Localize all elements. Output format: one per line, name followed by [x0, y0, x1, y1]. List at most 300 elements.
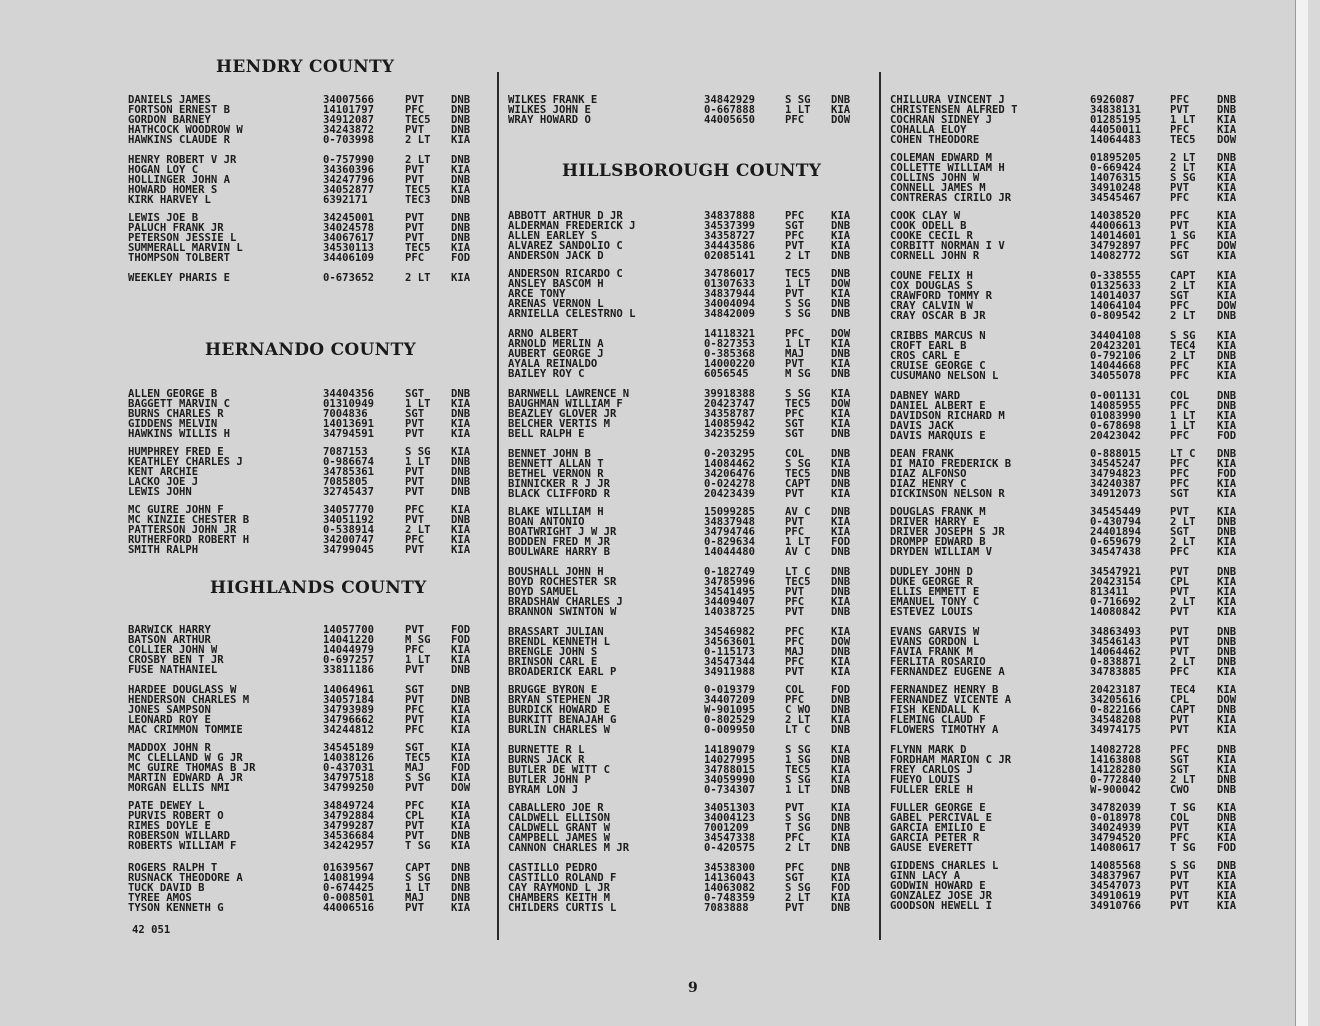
entry-serial-number: 34799250 [323, 781, 375, 794]
entry-name: HUMPHREY FRED E [128, 446, 224, 458]
roster-entry [890, 899, 1250, 912]
entry-name: BOYD SAMUEL [508, 585, 579, 598]
entry-status: DNB [831, 723, 851, 736]
entry-rank: S SG [405, 446, 431, 458]
entry-serial-number: 34055078 [1090, 369, 1142, 382]
entry-status: DNB [831, 841, 851, 854]
entry-name: CORNELL JOHN R [890, 249, 980, 262]
entry-status: KIA [1217, 457, 1237, 470]
entry-serial-number: 20423747 [704, 397, 756, 410]
entry-rank: 2 LT [1170, 349, 1196, 362]
entry-serial-number: 0-703998 [323, 133, 375, 146]
entry-name: FLOWERS TIMOTHY A [890, 723, 999, 736]
entry-group [890, 746, 1250, 795]
entry-rank: SGT [785, 871, 805, 884]
entry-status: DNB [1217, 811, 1237, 824]
entry-serial-number: 34240387 [1090, 477, 1142, 490]
entry-serial-number: 0-829634 [704, 535, 756, 548]
entry-status: DNB [831, 467, 851, 480]
entry-rank: S SG [785, 744, 811, 756]
entry-rank: PVT [405, 221, 425, 234]
entry-rank: 1 LT [785, 535, 811, 548]
entry-status: DNB [1217, 703, 1237, 716]
entry-name: DANIEL ALBERT E [890, 399, 986, 412]
entry-serial-number: 14064462 [1090, 645, 1142, 658]
entry-serial-number: 34794591 [323, 427, 375, 440]
entry-status: DNB [451, 193, 471, 206]
entry-status: DNB [451, 231, 471, 244]
entry-name: COLEMAN EDWARD M [890, 152, 993, 164]
entry-name: COCHRAN SIDNEY J [890, 113, 993, 126]
entry-name: ARNO ALBERT [508, 328, 579, 340]
entry-status: DNB [1217, 566, 1237, 578]
entry-rank: PVT [405, 819, 425, 832]
entry-rank: S SG [1170, 860, 1196, 872]
entry-status: DNB [831, 783, 851, 796]
entry-group [890, 154, 1250, 203]
entry-rank: PVT [1170, 605, 1190, 618]
entry-rank: TEC5 [785, 467, 811, 480]
entry-serial-number: 14044979 [323, 643, 375, 656]
roster-entry [508, 545, 868, 558]
entry-name: CHILLURA VINCENT J [890, 94, 1005, 106]
entry-rank: 1 LT [785, 277, 811, 290]
entry-name: HAWKINS CLAUDE R [128, 133, 231, 146]
entry-serial-number: 6392171 [323, 193, 368, 206]
entry-rank: PFC [785, 655, 805, 668]
entry-status: DNB [831, 566, 851, 578]
entry-group [128, 448, 488, 497]
entry-rank: PFC [785, 113, 805, 126]
entry-rank: S SG [785, 94, 811, 106]
entry-name: LEONARD ROY E [128, 713, 211, 726]
roster-entry [890, 249, 1250, 262]
entry-rank: COL [785, 684, 805, 696]
entry-name: GONZALEZ JOSE JR [890, 889, 993, 902]
entry-name: CALDWELL GRANT W [508, 821, 611, 834]
entry-status: KIA [451, 523, 471, 536]
entry-rank: SGT [405, 742, 425, 754]
entry-name: PALUCH FRANK JR [128, 221, 224, 234]
entry-status: FOD [831, 684, 851, 696]
roster-entry [508, 665, 868, 678]
entry-rank: PFC [785, 229, 805, 242]
entry-status: DNB [1217, 773, 1237, 786]
entry-status: DNB [831, 427, 851, 440]
entry-serial-number: 14189079 [704, 744, 756, 756]
entry-status: KIA [831, 239, 851, 252]
entry-name: FISH KENDALL K [890, 703, 980, 716]
entry-serial-number: 34547921 [1090, 566, 1142, 578]
entry-serial-number: 34911988 [704, 665, 756, 678]
entry-status: KIA [451, 272, 471, 284]
entry-group [890, 96, 1250, 145]
entry-status: DNB [831, 307, 851, 320]
entry-rank: 1 LT [785, 103, 811, 116]
entry-name: EVANS GORDON L [890, 635, 980, 648]
entry-serial-number: 0-018978 [1090, 811, 1142, 824]
entry-status: KIA [1217, 545, 1237, 558]
entry-rank: T SG [1170, 802, 1196, 814]
entry-status: DNB [831, 297, 851, 310]
entry-name: ANSLEY BASCOM H [508, 277, 604, 290]
entry-rank: 1 LT [785, 337, 811, 350]
entry-serial-number: 14082728 [1090, 744, 1142, 756]
entry-rank: PVT [405, 163, 425, 176]
roster-entry [890, 783, 1250, 796]
entry-rank: PFC [1170, 477, 1190, 490]
entry-rank: PVT [1170, 506, 1190, 518]
entry-rank: PVT [405, 693, 425, 706]
entry-name: FERNANDEZ EUGENE A [890, 665, 1005, 678]
entry-status: KIA [451, 533, 471, 546]
entry-status: FOD [831, 535, 851, 548]
entry-serial-number: 34842929 [704, 94, 756, 106]
entry-name: MC KINZIE CHESTER B [128, 513, 250, 526]
entry-name: ARNOLD MERLIN A [508, 337, 604, 350]
entry-rank: PFC [785, 693, 805, 706]
entry-rank: PVT [1170, 899, 1190, 912]
entry-status: DNB [1217, 645, 1237, 658]
entry-serial-number: 14085568 [1090, 860, 1142, 872]
heading-hendry-county: HENDRY COUNTY [216, 57, 395, 77]
entry-status: KIA [1217, 869, 1237, 882]
entry-group [508, 864, 868, 913]
entry-name: ARCE TONY [508, 287, 566, 300]
entry-rank: LT C [1170, 448, 1196, 460]
entry-serial-number: 34051192 [323, 513, 375, 526]
entry-rank: TEC5 [785, 268, 811, 280]
entry-name: BURNS CHARLES R [128, 407, 224, 420]
entry-group [508, 390, 868, 439]
entry-rank: PVT [405, 781, 425, 794]
entry-name: DOUGLAS FRANK M [890, 506, 986, 518]
entry-name: BOUSHALL JOHN H [508, 566, 604, 578]
entry-status: DNB [831, 94, 851, 106]
entry-status: DNB [451, 513, 471, 526]
entry-status: KIA [1217, 219, 1237, 232]
entry-serial-number: 34243872 [323, 123, 375, 136]
entry-status: KIA [1217, 585, 1237, 598]
entry-rank: CWO [1170, 783, 1190, 796]
entry-serial-number: 7085805 [323, 475, 368, 488]
entry-status: DNB [1217, 94, 1237, 106]
entry-serial-number: 0-115173 [704, 645, 756, 658]
entry-serial-number: 32745437 [323, 485, 375, 498]
entry-rank: S SG [785, 307, 811, 320]
entry-serial-number: 34545247 [1090, 457, 1142, 470]
entry-name: GORDON BARNEY [128, 113, 211, 126]
entry-status: FOD [831, 881, 851, 894]
entry-name: FERLITA ROSARIO [890, 655, 986, 668]
entry-serial-number: 34546982 [704, 626, 756, 638]
entry-name: CRAWFORD TOMMY R [890, 289, 993, 302]
entry-name: BUTLER DE WITT C [508, 763, 611, 776]
entry-rank: 2 LT [785, 713, 811, 726]
entry-name: BODDEN FRED M JR [508, 535, 611, 548]
entry-status: KIA [831, 655, 851, 668]
entry-serial-number: 34796662 [323, 713, 375, 726]
entry-serial-number: 02085141 [704, 249, 756, 262]
entry-name: CANNON CHARLES M JR [508, 841, 630, 854]
entry-name: BARNWELL LAWRENCE N [508, 388, 630, 400]
entry-name: GIDDENS CHARLES L [890, 860, 999, 872]
entry-name: JONES SAMPSON [128, 703, 211, 716]
entry-status: FOD [451, 624, 471, 636]
entry-rank: TEC3 [405, 193, 431, 206]
entry-status: KIA [1217, 171, 1237, 184]
entry-serial-number: 44005650 [704, 113, 756, 126]
entry-rank: 2 LT [1170, 655, 1196, 668]
entry-serial-number: 14128280 [1090, 763, 1142, 776]
entry-name: GARCIA EMILIO E [890, 821, 986, 834]
entry-serial-number: 34849724 [323, 800, 375, 812]
roster-entry [128, 723, 488, 736]
entry-rank: PVT [785, 585, 805, 598]
entry-name: BRASSART JULIAN [508, 626, 604, 638]
entry-name: CUSUMANO NELSON L [890, 369, 999, 382]
entry-status: KIA [831, 417, 851, 430]
entry-group [890, 804, 1250, 853]
entry-name: ALDERMAN FREDERICK J [508, 219, 636, 232]
entry-status: KIA [451, 800, 471, 812]
entry-rank: PVT [405, 231, 425, 244]
entry-serial-number: 34794520 [1090, 831, 1142, 844]
entry-name: BURDICK HOWARD E [508, 703, 611, 716]
entry-name: CRUISE GEORGE C [890, 359, 986, 372]
entry-name: DEAN FRANK [890, 448, 954, 460]
entry-rank: PFC [785, 831, 805, 844]
entry-status: DNB [451, 465, 471, 478]
roster-entry [890, 841, 1250, 854]
entry-serial-number: 0-385368 [704, 347, 756, 360]
entry-rank: PVT [785, 515, 805, 528]
entry-name: MORGAN ELLIS NMI [128, 781, 231, 794]
entry-rank: PVT [1170, 645, 1190, 658]
entry-serial-number: 14064961 [323, 684, 375, 696]
roster-entry [508, 783, 868, 796]
entry-status: KIA [1217, 229, 1237, 242]
roster-entry [508, 605, 868, 618]
entry-serial-number: 34838131 [1090, 103, 1142, 116]
entry-status: DNB [451, 871, 471, 884]
entry-status: DNB [451, 829, 471, 842]
entry-rank: SGT [785, 427, 805, 440]
entry-status: KIA [831, 388, 851, 400]
entry-status: KIA [1217, 889, 1237, 902]
entry-status: DNB [831, 605, 851, 618]
entry-serial-number: W-900042 [1090, 783, 1142, 796]
entry-serial-number: 14013691 [323, 417, 375, 430]
entry-name: COHALLA ELOY [890, 123, 967, 136]
entry-name: PURVIS ROBERT O [128, 809, 224, 822]
entry-rank: SGT [405, 388, 425, 400]
entry-rank: PFC [405, 504, 425, 516]
entry-status: KIA [1217, 821, 1237, 834]
entry-status: DOW [1217, 239, 1237, 252]
entry-status: KIA [451, 713, 471, 726]
entry-status: DNB [1217, 103, 1237, 116]
entry-serial-number: 34842009 [704, 307, 756, 320]
entry-serial-number: 14027995 [704, 753, 756, 766]
entry-rank: TEC5 [785, 763, 811, 776]
entry-name: ANDERSON JACK D [508, 249, 604, 262]
entry-serial-number: 20423187 [1090, 684, 1142, 696]
entry-rank: PFC [785, 862, 805, 874]
roster-entry [128, 543, 488, 556]
entry-rank: PFC [1170, 744, 1190, 756]
entry-status: DOW [831, 113, 851, 126]
entry-serial-number: 34242957 [323, 839, 375, 852]
entry-name: BURLIN CHARLES W [508, 723, 611, 736]
entry-name: DAVIS JACK [890, 419, 954, 432]
entry-status: KIA [1217, 723, 1237, 736]
entry-rank: SGT [405, 407, 425, 420]
roster-entry [128, 193, 488, 206]
entry-name: BINNICKER R J JR [508, 477, 611, 490]
entry-rank: 2 LT [785, 249, 811, 262]
entry-rank: CPL [405, 809, 425, 822]
entry-name: CRAY CALVIN W [890, 299, 973, 312]
entry-status: DNB [451, 103, 471, 116]
entry-serial-number: 34545467 [1090, 191, 1142, 204]
entry-group [508, 508, 868, 557]
entry-serial-number: 34358787 [704, 407, 756, 420]
entry-rank: PVT [405, 513, 425, 526]
entry-rank: PVT [1170, 585, 1190, 598]
entry-status: KIA [1217, 713, 1237, 726]
entry-rank: PVT [1170, 219, 1190, 232]
entry-serial-number: 14057700 [323, 624, 375, 636]
entry-rank: AV C [785, 506, 811, 518]
entry-rank: PFC [405, 723, 425, 736]
entry-status: KIA [831, 665, 851, 678]
entry-name: RUTHERFORD ROBERT H [128, 533, 250, 546]
entry-name: BELL RALPH E [508, 427, 585, 440]
entry-serial-number: 01895205 [1090, 152, 1142, 164]
entry-name: COUNE FELIX H [890, 270, 973, 282]
entry-status: DNB [451, 455, 471, 468]
entry-status: KIA [1217, 802, 1237, 814]
entry-status: KIA [451, 133, 471, 146]
entry-rank: 2 LT [1170, 309, 1196, 322]
entry-name: FLYNN MARK D [890, 744, 967, 756]
entry-rank: PFC [1170, 399, 1190, 412]
entry-rank: PVT [405, 543, 425, 556]
entry-serial-number: 34793989 [323, 703, 375, 716]
entry-name: PETERSON JESSIE L [128, 231, 237, 244]
entry-serial-number: 14101797 [323, 103, 375, 116]
entry-status: DNB [831, 703, 851, 716]
entry-serial-number: 0-697257 [323, 653, 375, 666]
entry-name: MC GUIRE JOHN F [128, 504, 224, 516]
entry-status: KIA [831, 210, 851, 222]
roster-entry [508, 113, 868, 126]
entry-status: DNB [831, 585, 851, 598]
entry-serial-number: 34974175 [1090, 723, 1142, 736]
entry-name: COX DOUGLAS S [890, 279, 973, 292]
roster-entry [128, 839, 488, 852]
entry-rank: SGT [1170, 753, 1190, 766]
entry-status: KIA [451, 703, 471, 716]
entry-status: DNB [831, 901, 851, 914]
entry-serial-number: 34024578 [323, 221, 375, 234]
roster-entry [890, 665, 1250, 678]
entry-name: CROFT EARL B [890, 339, 967, 352]
entry-status: KIA [451, 819, 471, 832]
entry-serial-number: 813411 [1090, 585, 1129, 598]
entry-name: GIDDENS MELVIN [128, 417, 218, 430]
entry-serial-number: 0-008501 [323, 891, 375, 904]
entry-rank: PVT [1170, 879, 1190, 892]
entry-status: KIA [1217, 123, 1237, 136]
entry-status: DNB [831, 268, 851, 280]
roster-entry [508, 307, 868, 320]
entry-serial-number: 24401894 [1090, 525, 1142, 538]
entry-rank: PVT [405, 663, 425, 676]
entry-serial-number: 34235259 [704, 427, 756, 440]
entry-serial-number: 34782039 [1090, 802, 1142, 814]
entry-serial-number: 0-338555 [1090, 270, 1142, 282]
entry-name: ALLEN GEORGE B [128, 388, 218, 400]
entry-status: DOW [1217, 299, 1237, 312]
entry-status: KIA [1217, 419, 1237, 432]
entry-rank: S SG [1170, 330, 1196, 342]
entry-name: FLEMING CLAUD F [890, 713, 986, 726]
entry-group [508, 628, 868, 677]
entry-status: KIA [1217, 753, 1237, 766]
entry-status: DNB [831, 477, 851, 490]
entry-status: DNB [451, 693, 471, 706]
entry-serial-number: 44006613 [1090, 219, 1142, 232]
entry-status: DNB [451, 862, 471, 874]
entry-rank: SGT [1170, 525, 1190, 538]
roster-entry [890, 309, 1250, 322]
entry-serial-number: 34004094 [704, 297, 756, 310]
roster-entry [128, 251, 488, 264]
entry-status: KIA [451, 839, 471, 852]
entry-name: AYALA REINALDO [508, 357, 598, 370]
entry-status: DNB [451, 154, 471, 166]
entry-rank: PFC [405, 703, 425, 716]
entry-serial-number: 34912087 [323, 113, 375, 126]
entry-serial-number: 34245001 [323, 212, 375, 224]
entry-group [890, 568, 1250, 617]
entry-name: CRIBBS MARCUS N [890, 330, 986, 342]
entry-serial-number: 7004836 [323, 407, 368, 420]
entry-name: MADDOX JOHN R [128, 742, 211, 754]
entry-serial-number: 0-986674 [323, 455, 375, 468]
entry-status: DOW [1217, 693, 1237, 706]
entry-status: FOD [1217, 429, 1237, 442]
entry-serial-number: 34443586 [704, 239, 756, 252]
entry-name: BENNET JOHN B [508, 448, 591, 460]
entry-name: LEWIS JOE B [128, 212, 199, 224]
entry-status: DNB [831, 693, 851, 706]
entry-rank: T SG [1170, 841, 1196, 854]
entry-status: DNB [451, 475, 471, 488]
entry-name: BOYD ROCHESTER SR [508, 575, 617, 588]
entry-name: BUTLER JOHN P [508, 773, 591, 786]
entry-name: KEATHLEY CHARLES J [128, 455, 243, 468]
entry-serial-number: 34004123 [704, 811, 756, 824]
entry-rank: T SG [405, 839, 431, 852]
entry-serial-number: 0-009950 [704, 723, 756, 736]
page-number: 9 [688, 980, 698, 996]
entry-rank: PFC [405, 643, 425, 656]
entry-group [890, 392, 1250, 441]
entry-rank: PVT [1170, 181, 1190, 194]
